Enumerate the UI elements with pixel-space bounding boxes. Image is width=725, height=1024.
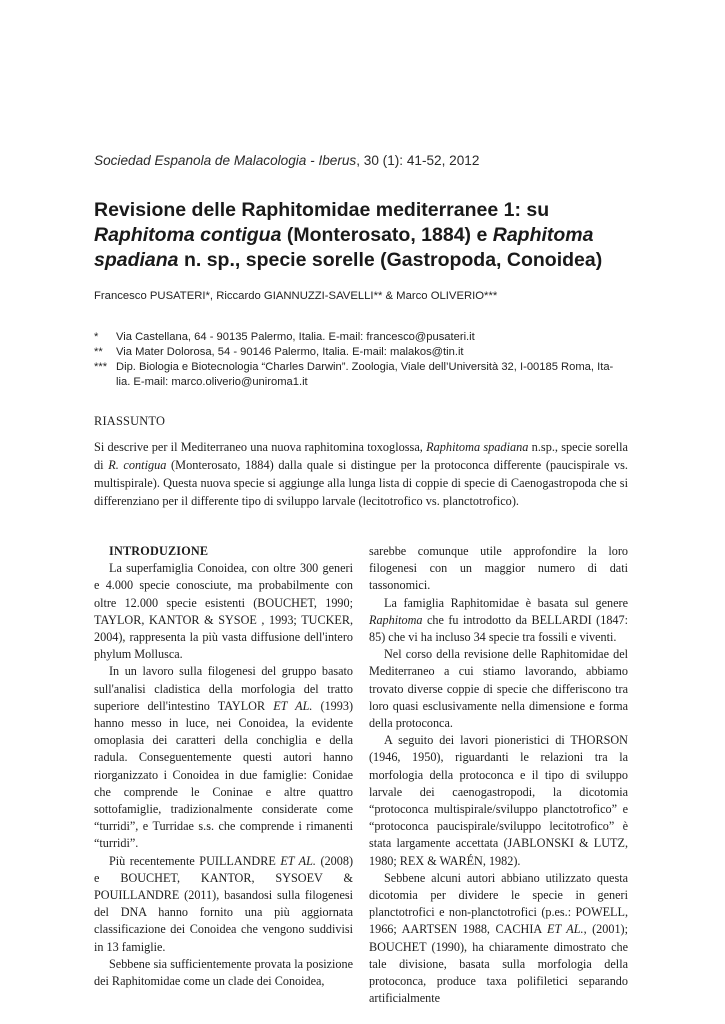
affiliation-1: * Via Castellana, 64 - 90135 Palermo, Italia. E-mail: francesco@pusateri.it — [94, 331, 475, 343]
author-list: Francesco PUSATERI*, Riccardo GIANNUZZI-SAVELLI** & Marco OLIVERIO*** — [94, 290, 498, 302]
journal-name: Sociedad Espanola de Malacologia - Iberus — [94, 153, 357, 168]
paragraph: La famiglia Raphitomidae è basata sul genere Raphitoma che fu introdotto da BELLARDI (1847: 85) che vi ha incluso 34 specie tra fossili e viventi. — [369, 595, 628, 645]
paragraph: Nel corso della revisione delle Raphitomidae del Mediterraneo a cui stiamo lavorando, abbiamo trovato diverse coppie di specie che differiscono tra loro quasi esclusivamente nella dimensione e forma della protoconca. — [369, 647, 628, 731]
paragraph: A seguito dei lavori pioneristici di THORSON (1946, 1950), riguardanti le relazioni tra la morfologia della protoconca e il tipo di sviluppo larvale dei caenogastropodi, la dicotomia “protoconca multispirale/sviluppo planctotrofico” e “protoconca paucispirale/sviluppo lecitotrofico” è stata largamente accettata (JABLONSKI & LUTZ, 1980; REX & WARÉN, 1982). — [369, 733, 628, 868]
abstract-text: Si descrive per il Mediterraneo una nuova raphitomina toxoglossa, Raphitoma spadiana n.sp., specie sorella di R. contigua (Monterosato, 1884) dalla quale si distingue per la protoconca differente (paucispirale vs. multispirale). Questa nuova specie si aggiunge alla lunga lista di coppie di specie di Caenogastropoda che si differenziano per il differente tipo di sviluppo larvale (lecitotrofico vs. planctotrofico). — [94, 440, 628, 508]
paragraph: Sebbene sia sufficientemente provata la posizione dei Raphitomidae come un clade dei Conoidea, — [94, 956, 353, 989]
paragraph: In un lavoro sulla filogenesi del gruppo basato sull'analisi cladistica della morfologia del tratto superiore dell'intestino TAYLOR ET AL. (1993) hanno messo in luce, nei Conoidea, la evidente omoplasia dei caratteri della conchiglia e della radula. Conseguentemente questi autori hanno riorganizzato i Conoidea in due famiglie: Conidae che comprende le Coninae e altre quattro sottofamiglie, tradizionalmente considerate come “turridi”, e Turridae s.s. che comprende i rimanenti “turridi”. — [94, 664, 354, 851]
abstract-heading: RIASSUNTO — [94, 414, 166, 428]
affiliation-3-continued: lia. E-mail: marco.oliverio@uniroma1.it — [116, 376, 308, 388]
paragraph: Più recentemente PUILLANDRE ET AL. (2008) e BOUCHET, KANTOR, SYSOEV & POUILLANDRE (2011), basandosi sulla filogenesi del DNA hanno fornito una più aggiornata classificazione dei Conoidea che vengono suddivisi in 13 famiglie. — [94, 853, 354, 954]
section-heading: INTRODUZIONE — [109, 544, 209, 558]
paragraph: sarebbe comunque utile approfondire la loro filogenesi con un maggior numero di dati tassonomici. — [369, 544, 628, 593]
left-column — [94, 543, 353, 990]
affiliation-2: ** Via Mater Dolorosa, 54 - 90146 Palermo, Italia. E-mail: malakos@tin.it — [94, 346, 464, 358]
paragraph: Sebbene alcuni autori abbiano utilizzato questa dicotomia per dividere le specie in generi planctotrofici e non-planctotrofici (p.es.: POWELL, 1966; AARTSEN 1988, CACHIA ET AL., (2001); BOUCHET (1990), ha chiaramente dimostrato che tale divisione, basata sulla morfologia della protoconca, produce taxa polifiletici separando artificialmente — [369, 870, 628, 1006]
right-column — [369, 543, 628, 1007]
affiliations — [94, 330, 634, 390]
journal-reference: , 30 (1): 41-52, 2012 — [356, 153, 480, 168]
affiliation-3: *** Dip. Biologia e Biotecnologia “Charles Darwin”. Zoologia, Viale dell’Università 32, I-00185 Roma, Ita- — [94, 361, 614, 373]
paragraph: La superfamiglia Conoidea, con oltre 300 generi e 4.000 specie conosciute, ma probabilmente con oltre 12.000 specie esistenti (BOUCHET, 1990; TAYLOR, KANTOR & SYSOE , 1993; TUCKER, 2004), rappresenta la più vasta diffusione dell'intero phylum Mollusca. — [94, 561, 353, 662]
journal-header — [94, 153, 654, 168]
article-title: Revisione delle Raphitomidae mediterranee 1: su Raphitoma contigua (Monterosato, 1884) e Raphitoma spadiana n. sp., specie sorelle (Gastropoda, Conoidea) — [94, 199, 603, 271]
